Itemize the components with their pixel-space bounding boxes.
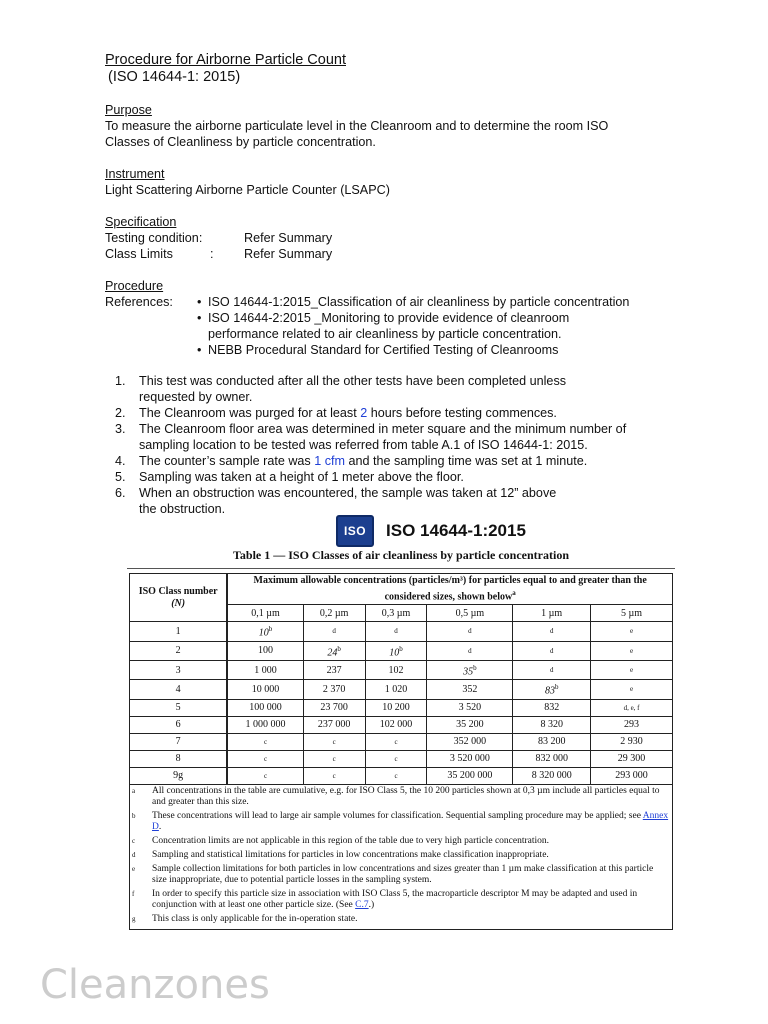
concentration-cell: [427, 641, 513, 660]
cell-value: 100 000: [249, 702, 282, 714]
size-header-cell: 0,5 µm: [427, 605, 513, 622]
concentration-cell: [365, 660, 427, 679]
spec-label: Class Limits: [105, 247, 173, 261]
note-body: [152, 836, 549, 847]
step-item: [105, 421, 684, 453]
cell-value: 35 200 000: [447, 770, 493, 782]
concentration-cell: [513, 750, 591, 767]
footnote-mark: b: [399, 644, 403, 653]
concentration-cell: [427, 767, 513, 784]
note-link[interactable]: C.7: [355, 899, 369, 910]
spec-value: Refer Summary: [244, 231, 333, 245]
cell-value: 1 020: [384, 683, 408, 695]
concentration-cell: [227, 750, 303, 767]
concentration-cell: [227, 660, 303, 679]
class-number-cell: 2: [130, 641, 228, 660]
concentration-cell: [513, 641, 591, 660]
watermark: Cleanzones: [40, 962, 270, 1008]
cell-value: 35 200: [456, 719, 484, 731]
col-head-span: [227, 574, 672, 605]
cell-value: c: [394, 771, 398, 780]
note-text-after: .): [368, 899, 375, 910]
step-text: The counter’s sample rate was: [139, 454, 315, 468]
note-text-after: .: [158, 821, 162, 832]
note-mark: a: [132, 786, 136, 795]
concentration-cell: [303, 641, 365, 660]
cell-value: 10: [258, 627, 269, 639]
size-header-cell: 1 µm: [513, 605, 591, 622]
concentration-cell: [365, 767, 427, 784]
concentration-cell: [513, 622, 591, 641]
spec-row-class-limits: [105, 246, 745, 262]
size-header-cell: 0,2 µm: [303, 605, 365, 622]
spec-value: Refer Summary: [244, 247, 333, 261]
iso-class-table: [129, 573, 673, 785]
doc-subtitle: (ISO 14644-1: 2015): [108, 69, 241, 85]
concentration-cell: [591, 641, 673, 660]
step-item: [105, 453, 684, 469]
footnote-mark: b: [554, 683, 559, 692]
figure-heading: ISO 14644-1:2015: [386, 521, 526, 540]
concentration-cell: [427, 699, 513, 716]
class-number-cell: 7: [130, 733, 228, 750]
concentration-cell: [591, 750, 673, 767]
cell-value: 237: [326, 664, 342, 676]
note-text: In order to specify this particle size in association with ISO Class 5, the macroparticle descriptor M may be adapted and used in conjunction with at least one other particle size. (See: [152, 888, 638, 910]
cell-value: c: [332, 771, 336, 780]
table-row: [130, 660, 673, 679]
concentration-cell: [427, 716, 513, 733]
class-number-cell: 6: [130, 716, 228, 733]
cell-value: 35: [463, 666, 474, 678]
footnote-mark: a: [512, 589, 516, 597]
cell-value: 24: [327, 646, 338, 658]
concentration-cell: [591, 680, 673, 699]
step-item: [105, 405, 684, 421]
table-header-row: [130, 574, 673, 605]
class-number-cell: 8: [130, 750, 228, 767]
concentration-cell: [513, 680, 591, 699]
concentration-cell: [303, 622, 365, 641]
cell-value: 293 000: [615, 770, 648, 782]
footnote-mark: b: [473, 663, 477, 672]
step-text: requested by owner.: [139, 390, 253, 404]
concentration-cell: [303, 660, 365, 679]
cell-value: e: [630, 666, 634, 675]
cell-value: 23 700: [320, 702, 348, 714]
cell-value: 352 000: [453, 736, 487, 748]
table-note: [130, 913, 672, 927]
cell-value: 100: [258, 645, 274, 657]
step-item: [105, 469, 684, 485]
cell-value: 10: [389, 646, 400, 658]
cell-value: 3 520: [458, 702, 482, 714]
cell-value: d: [549, 666, 554, 675]
concentration-cell: [303, 750, 365, 767]
concentration-cell: [227, 680, 303, 699]
step-text: and the sampling time was set at 1 minute.: [345, 454, 588, 468]
note-body: [152, 850, 549, 861]
table-notes: [129, 785, 673, 930]
procedure-steps: [105, 373, 745, 517]
concentration-cell: [227, 699, 303, 716]
concentration-cell: [227, 733, 303, 750]
concentration-cell: [365, 716, 427, 733]
note-mark: g: [132, 914, 136, 923]
cell-value: d: [549, 627, 554, 636]
step-text: hours before testing commences.: [367, 406, 557, 420]
note-text: Sample collection limitations for both particles in low concentrations and sizes greater than 1 µm make classification at this particle size inappropriate, due to potential particle losses in the sampling system.: [152, 863, 654, 885]
table-row: [130, 680, 673, 699]
references-label: References:: [105, 295, 173, 309]
cell-value: 29 300: [617, 753, 646, 765]
iso-table-figure: [127, 515, 675, 930]
concentration-cell: [227, 622, 303, 641]
note-mark: d: [132, 850, 136, 859]
doc-title: Procedure for Airborne Particle Count: [105, 52, 346, 68]
cell-value: e: [630, 627, 634, 636]
cell-value: 10 200: [382, 702, 410, 714]
step-item: [105, 373, 684, 405]
class-number-cell: 3: [130, 660, 228, 679]
table-note: [130, 849, 672, 863]
purpose-line-1: To measure the airborne particulate level in the Cleanroom and to determine the room ISO: [105, 119, 609, 133]
step-number: 6.: [115, 486, 126, 500]
footnote-mark: b: [268, 625, 273, 634]
references-list: [197, 294, 629, 358]
class-number-cell: 5: [130, 699, 228, 716]
concentration-cell: [303, 716, 365, 733]
reference-line: performance related to air cleanliness by particle concentration.: [208, 327, 562, 341]
purpose-heading: Purpose: [105, 103, 152, 117]
caption-divider: [127, 568, 675, 569]
size-header-cell: 0,1 µm: [227, 605, 303, 622]
specification-heading: Specification: [105, 215, 177, 229]
concentration-cell: [591, 622, 673, 641]
table-body: [130, 622, 673, 784]
instrument-text: Light Scattering Airborne Particle Counter (LSAPC): [105, 183, 390, 197]
cell-value: c: [394, 754, 398, 763]
concentration-cell: [365, 733, 427, 750]
col-head-class-sub: (N): [171, 597, 186, 609]
cell-value: e: [630, 646, 634, 655]
concentration-cell: [365, 641, 427, 660]
instrument-heading: Instrument: [105, 167, 165, 181]
table-row: [130, 641, 673, 660]
cell-value: 832: [544, 702, 560, 714]
concentration-cell: [365, 680, 427, 699]
cell-value: 8 320 000: [531, 770, 572, 782]
concentration-cell: [227, 716, 303, 733]
step-highlight: 1 cfm: [314, 454, 346, 468]
note-mark: c: [132, 836, 136, 845]
cell-value: c: [394, 737, 398, 746]
col-head-class-label: ISO Class number: [138, 585, 218, 597]
concentration-cell: [427, 622, 513, 641]
cell-value: 1 000: [254, 664, 277, 676]
concentration-cell: [227, 767, 303, 784]
cell-value: 2 930: [620, 736, 643, 748]
class-number-cell: 4: [130, 680, 228, 699]
cell-value: c: [263, 737, 268, 746]
cell-value: d, e, f: [623, 703, 640, 712]
step-item: [105, 485, 684, 517]
cell-value: d: [468, 627, 472, 636]
cell-value: 3 520 000: [449, 753, 490, 765]
table-note: [130, 888, 672, 913]
table-row: [130, 699, 673, 716]
step-number: 1.: [115, 374, 126, 388]
cell-value: d: [394, 627, 398, 636]
references-block: [105, 294, 745, 358]
note-text: This class is only applicable for the in-operation state.: [152, 913, 358, 924]
spec-row-testing-condition: [105, 230, 745, 246]
col-head-class: [130, 574, 228, 622]
iso-logo: ISO: [336, 515, 374, 547]
purpose-line-2: Classes of Cleanliness by particle concentration.: [105, 135, 376, 149]
figure-header: [127, 515, 675, 547]
cell-value: 102 000: [379, 719, 413, 731]
cell-value: 237 000: [317, 719, 351, 731]
step-text: The Cleanroom floor area was determined in meter square and the minimum number of: [139, 422, 627, 436]
table-note: [130, 863, 672, 888]
concentration-cell: [365, 750, 427, 767]
cell-value: 8 320: [540, 719, 563, 731]
cell-value: c: [263, 754, 268, 763]
cell-value: c: [332, 737, 336, 746]
note-text: All concentrations in the table are cumulative, e.g. for ISO Class 5, the 10 200 particles shown at 0,3 µm include all particles equal to and greater than this size.: [152, 785, 660, 807]
table-row: [130, 622, 673, 641]
cell-value: 1 000 000: [245, 719, 286, 731]
cell-value: c: [332, 754, 336, 763]
table-row: [130, 767, 673, 784]
reference-item: • NEBB Procedural Standard for Certified Testing of Cleanrooms: [197, 342, 629, 358]
note-body: [152, 811, 670, 833]
step-number: 5.: [115, 470, 126, 484]
concentration-cell: [513, 660, 591, 679]
class-number-cell: 9g: [130, 767, 228, 784]
table-note: [130, 835, 672, 849]
concentration-cell: [513, 767, 591, 784]
note-text: Sampling and statistical limitations for particles in low concentrations make classification inappropriate.: [152, 849, 549, 860]
cell-value: c: [263, 771, 268, 780]
table-note: [130, 785, 672, 810]
step-text: sampling location to be tested was referred from table A.1 of ISO 14644-1: 2015.: [139, 438, 588, 452]
concentration-cell: [303, 699, 365, 716]
step-number: 3.: [115, 422, 126, 436]
note-text: These concentrations will lead to large air sample volumes for classification. Sequential sampling procedure may be applied; see: [152, 810, 643, 821]
concentration-cell: [591, 733, 673, 750]
concentration-cell: [427, 733, 513, 750]
cell-value: 352: [462, 683, 478, 695]
cell-value: 102: [388, 664, 404, 676]
cell-value: 83: [544, 685, 555, 697]
table-note: [130, 810, 672, 835]
cell-value: e: [630, 685, 634, 694]
concentration-cell: [427, 660, 513, 679]
step-text: Sampling was taken at a height of 1 meter above the floor.: [139, 470, 464, 484]
concentration-cell: [513, 699, 591, 716]
procedure-heading: Procedure: [105, 279, 164, 293]
spec-colon: :: [210, 247, 214, 261]
note-link[interactable]: Annex D: [152, 810, 669, 832]
concentration-cell: [513, 716, 591, 733]
table-row: [130, 733, 673, 750]
table-row: [130, 716, 673, 733]
note-mark: e: [132, 864, 136, 873]
concentration-cell: [303, 767, 365, 784]
document-body: [105, 52, 745, 517]
concentration-cell: [591, 699, 673, 716]
concentration-cell: [591, 767, 673, 784]
class-number-cell: 1: [130, 622, 228, 641]
cell-value: 83 200: [537, 736, 566, 748]
concentration-cell: [591, 660, 673, 679]
note-text: Concentration limits are not applicable in this region of the table due to very high particle concentration.: [152, 835, 550, 846]
concentration-cell: [427, 750, 513, 767]
reference-line: ISO 14644-2:2015 _Monitoring to provide evidence of cleanroom: [208, 311, 570, 325]
note-body: [152, 914, 358, 925]
concentration-cell: [365, 699, 427, 716]
step-text: This test was conducted after all the other tests have been completed unless: [139, 374, 567, 388]
col-head-span-label: Maximum allowable concentrations (particles/m³) for particles equal to and greater than the considered sizes, shown below: [253, 575, 647, 603]
cell-value: 10 000: [251, 683, 280, 695]
concentration-cell: [513, 733, 591, 750]
note-body: [152, 864, 670, 886]
footnote-mark: b: [337, 644, 341, 653]
reference-item: • ISO 14644-1:2015_Classification of air cleanliness by particle concentration: [197, 294, 629, 310]
size-header-cell: 5 µm: [591, 605, 673, 622]
concentration-cell: [303, 733, 365, 750]
step-text: the obstruction.: [139, 502, 226, 516]
note-mark: f: [132, 889, 135, 898]
size-header-cell: 0,3 µm: [365, 605, 427, 622]
cell-value: d: [332, 627, 336, 636]
step-number: 4.: [115, 454, 126, 468]
step-text: The Cleanroom was purged for at least: [139, 406, 361, 420]
concentration-cell: [591, 716, 673, 733]
table-caption: Table 1 — ISO Classes of air cleanliness by particle concentration: [233, 548, 569, 562]
cell-value: 832 000: [535, 753, 568, 765]
step-text: When an obstruction was encountered, the sample was taken at 12” above: [139, 486, 557, 500]
step-number: 2.: [115, 406, 126, 420]
step-highlight: 2: [360, 406, 368, 420]
cell-value: 293: [624, 719, 640, 731]
note-body: [152, 786, 670, 808]
note-mark: b: [132, 811, 136, 820]
concentration-cell: [227, 641, 303, 660]
cell-value: 2 370: [322, 683, 346, 695]
concentration-cell: [303, 680, 365, 699]
concentration-cell: [365, 622, 427, 641]
spec-label: Testing condition:: [105, 231, 203, 245]
reference-item: [197, 310, 629, 342]
note-body: [152, 889, 670, 911]
cell-value: d: [468, 646, 472, 655]
cell-value: d: [549, 646, 554, 655]
concentration-cell: [427, 680, 513, 699]
table-row: [130, 750, 673, 767]
